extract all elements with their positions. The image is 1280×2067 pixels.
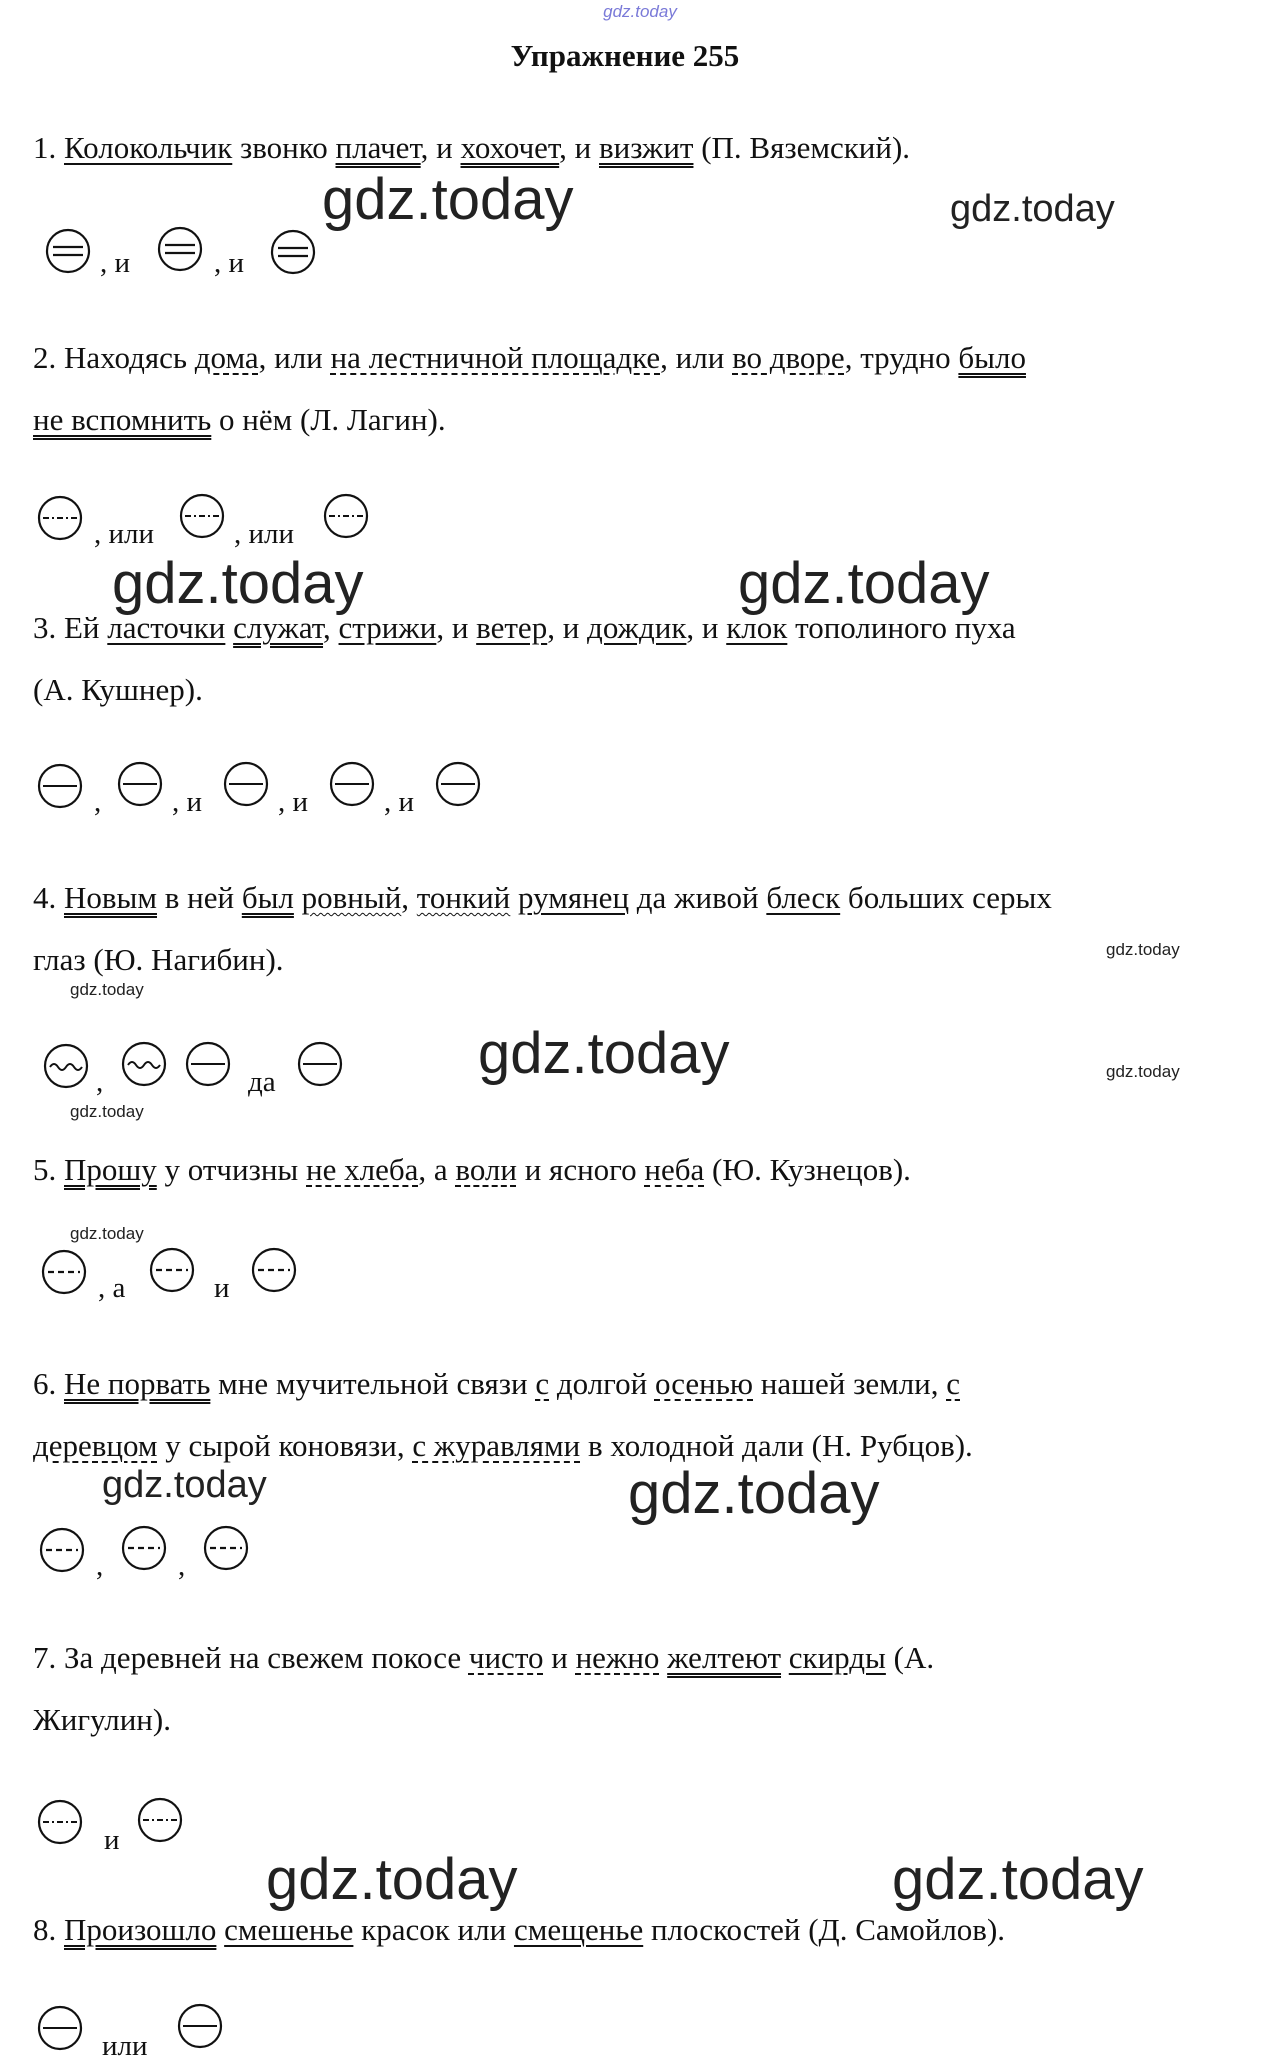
schema-separator: , и: [278, 786, 309, 818]
schema-separator: ,: [178, 1550, 186, 1582]
schema-circle-double: [44, 227, 92, 275]
subject: смешенье: [224, 1912, 354, 1947]
circumstance: дома: [194, 340, 259, 375]
subject: скирды: [788, 1640, 886, 1675]
schema-separator: ,: [94, 786, 102, 818]
predicate: был: [241, 880, 294, 915]
schema-circle-double: [269, 228, 317, 276]
object: осенью: [654, 1366, 754, 1401]
schema-separator: , а: [98, 1272, 126, 1304]
subject: Колокольчик: [64, 130, 233, 165]
attribute: тонкий: [416, 880, 511, 915]
sentence-4-continued: глаз (Ю. Нагибин).: [33, 942, 284, 977]
watermark: gdz.today: [1106, 940, 1180, 959]
schema-circle-dashdot: [178, 492, 226, 540]
subject: ветер: [476, 610, 548, 645]
schema-4: [36, 1040, 356, 1100]
schema-circle-wavy: [120, 1040, 168, 1088]
schema-circle-dashdot: [136, 1796, 184, 1844]
subject: стрижи: [338, 610, 437, 645]
schema-circle-dashed: [148, 1246, 196, 1294]
schema-separator: , и: [100, 247, 131, 279]
schema-separator: , и: [214, 247, 245, 279]
schema-circle-dashed: [38, 1526, 86, 1574]
watermark: gdz.today: [322, 167, 574, 232]
page-title: Упражнение 255: [510, 38, 740, 73]
object: неба: [644, 1152, 705, 1187]
watermark: gdz.today: [1106, 1062, 1180, 1081]
schema-separator: ,: [96, 1066, 104, 1098]
schema-1: [36, 222, 336, 282]
schema-circle-dashed: [202, 1524, 250, 1572]
watermark: gdz.today: [950, 188, 1115, 230]
schema-3: [36, 760, 496, 820]
watermark: gdz.today: [112, 551, 364, 616]
sentence-5: 5. Прошу у отчизны не хлеба, а воли и ясного неба (Ю. Кузнецов).: [33, 1152, 911, 1187]
watermark: gdz.today: [738, 551, 990, 616]
schema-circle-single: [184, 1040, 232, 1088]
circumstance: нежно: [575, 1640, 660, 1675]
watermark: gdz.today: [70, 1224, 144, 1243]
predicate: было: [958, 340, 1026, 375]
predicate: Новым: [64, 880, 157, 915]
schema-circle-dashdot: [36, 1798, 84, 1846]
schema-separator: и: [214, 1272, 230, 1304]
sentence-8: 8. Произошло смешенье красок или смещенье плоскостей (Д. Самойлов).: [33, 1912, 1006, 1947]
schema-separator: и: [104, 1824, 120, 1856]
watermark: gdz.today: [628, 1461, 880, 1526]
sentence-7: 7. За деревней на свежем покосе чисто и нежно желтеют скирды (А.: [33, 1640, 935, 1675]
subject: клок: [726, 610, 788, 645]
schema-5: [36, 1246, 336, 1306]
predicate: плачет: [335, 130, 421, 165]
circumstance: на лестничной площадке: [330, 340, 661, 375]
sentence-1: 1. Колокольчик звонко плачет, и хохочет, и визжит (П. Вяземский).: [33, 130, 911, 165]
watermark: gdz.today: [102, 1464, 267, 1506]
circumstance: чисто: [468, 1640, 544, 1675]
predicate: Произошло: [64, 1912, 217, 1947]
schema-circle-dashed: [250, 1246, 298, 1294]
predicate: хохочет: [460, 130, 560, 165]
predicate: Не порвать: [64, 1366, 211, 1401]
sentence-6: 6. Не порвать мне мучительной связи с долгой осенью нашей земли, с: [33, 1366, 961, 1401]
predicate: Прошу: [64, 1152, 157, 1187]
subject: румянец: [518, 880, 630, 915]
schema-circle-dashed: [40, 1248, 88, 1296]
sentence-4: 4. Новым в ней был ровный, тонкий румянец да живой блеск больших серых: [33, 880, 1052, 915]
watermark: gdz.today: [266, 1847, 518, 1912]
object: с: [946, 1366, 961, 1401]
sentence-2-continued: не вспомнить о нём (Л. Лагин).: [33, 402, 446, 437]
schema-separator: или: [102, 2030, 148, 2062]
sentence-3: 3. Ей ласточки служат, стрижи, и ветер, и дождик, и клок тополиного пуха: [33, 610, 1016, 645]
predicate: не вспомнить: [33, 402, 212, 437]
schema-circle-dashdot: [322, 492, 370, 540]
sentence-2: 2. Находясь дома, или на лестничной площадке, или во дворе, трудно было: [33, 340, 1026, 375]
schema-circle-single: [116, 760, 164, 808]
schema-circle-single: [328, 760, 376, 808]
site-logo: gdz.today: [603, 2, 677, 21]
schema-circle-single: [296, 1040, 344, 1088]
predicate: визжит: [599, 130, 694, 165]
predicate: желтеют: [667, 1640, 782, 1675]
watermark: gdz.today: [892, 1847, 1144, 1912]
subject: смещенье: [513, 1912, 644, 1947]
schema-separator: ,: [96, 1550, 104, 1582]
subject: дождик: [587, 610, 687, 645]
object: не хлеба: [306, 1152, 419, 1187]
sentence-6-continued: деревцом у сырой коновязи, с журавлями в холодной дали (Н. Рубцов).: [33, 1428, 973, 1463]
subject: блеск: [766, 880, 841, 915]
watermark: gdz.today: [478, 1021, 730, 1086]
schema-circle-dashed: [120, 1524, 168, 1572]
schema-circle-single: [434, 760, 482, 808]
watermark: gdz.today: [70, 1102, 144, 1121]
attribute: ровный: [301, 880, 402, 915]
schema-8: [36, 2002, 276, 2062]
predicate: служат: [233, 610, 324, 645]
schema-circle-dashdot: [36, 494, 84, 542]
schema-circle-single: [36, 2004, 84, 2052]
schema-7: [36, 1796, 236, 1856]
object: с: [535, 1366, 550, 1401]
circumstance: во дворе: [732, 340, 845, 375]
sentence-7-continued: Жигулин).: [33, 1702, 171, 1737]
schema-separator: , или: [234, 518, 295, 550]
sentence-3-continued: (А. Кушнер).: [33, 672, 203, 707]
schema-separator: , и: [172, 786, 203, 818]
schema-separator: да: [248, 1066, 276, 1098]
schema-circle-single: [222, 760, 270, 808]
schema-circle-single: [36, 762, 84, 810]
schema-circle-wavy: [42, 1042, 90, 1090]
object: воли: [455, 1152, 517, 1187]
subject: ласточки: [107, 610, 226, 645]
schema-separator: , и: [384, 786, 415, 818]
object: с журавлями: [412, 1428, 581, 1463]
schema-6: [36, 1524, 296, 1584]
object: деревцом: [33, 1428, 158, 1463]
watermark: gdz.today: [70, 980, 144, 999]
schema-separator: , или: [94, 518, 155, 550]
schema-2: [36, 492, 396, 552]
schema-circle-single: [176, 2002, 224, 2050]
schema-circle-double: [156, 225, 204, 273]
